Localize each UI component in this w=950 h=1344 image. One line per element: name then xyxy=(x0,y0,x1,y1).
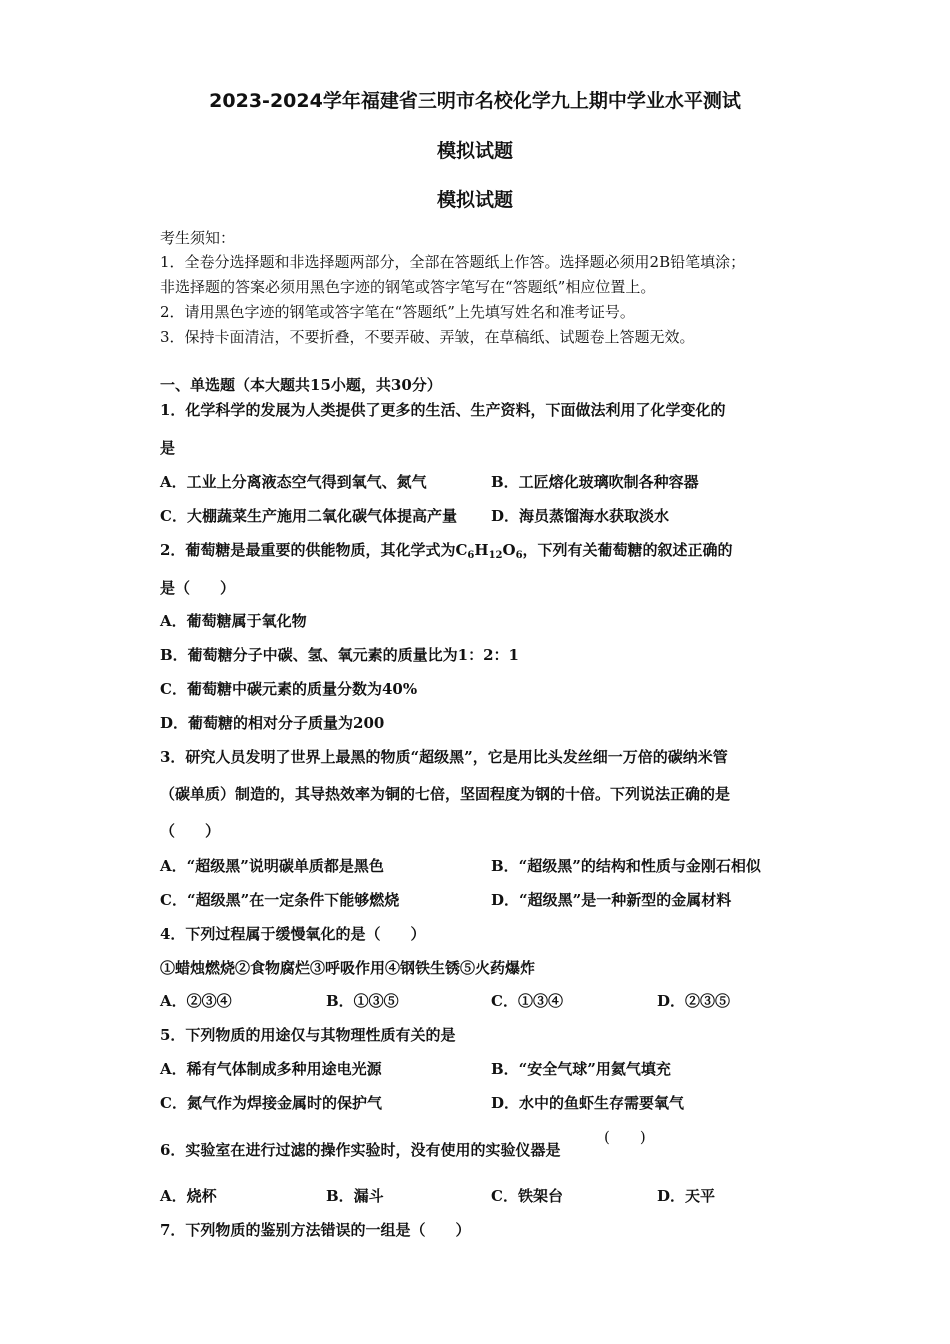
q3-option-a: A．“超级黑”说明碳单质都是黑色 xyxy=(160,857,384,875)
q6-paren: ( ) xyxy=(604,1128,646,1146)
q3-option-c: C．“超级黑”在一定条件下能够燃烧 xyxy=(160,891,400,909)
q2-option-a: A．葡萄糖属于氧化物 xyxy=(160,612,307,630)
q6-stem: 6．实验室在进行过滤的操作实验时，没有使用的实验仪器是 xyxy=(160,1141,561,1159)
q4-items: ①蜡烛燃烧②食物腐烂③呼吸作用④钢铁生锈⑤火药爆炸 xyxy=(160,959,536,977)
notice-item: 2．请用黑色字迹的钢笔或答字笔在“答题纸”上先填写姓名和准考证号。 xyxy=(160,303,635,321)
q2-formula: $C_6H_{12}O_6$ xyxy=(455,541,523,561)
q1-option-b: B．工匠熔化玻璃吹制各种容器 xyxy=(491,473,699,491)
q5-option-b: B．“安全气球”用氦气填充 xyxy=(491,1060,671,1078)
notice-item: 3．保持卡面清洁，不要折叠，不要弄破、弄皱，在草稿纸、试题卷上答题无效。 xyxy=(160,328,695,346)
q5-stem: 5．下列物质的用途仅与其物理性质有关的是 xyxy=(160,1026,456,1044)
q4-option-c: C．①③④ xyxy=(491,992,563,1010)
q3-stem-paren: （ ） xyxy=(160,822,221,840)
q6-option-d: D．天平 xyxy=(657,1187,716,1205)
q1-option-d: D．海员蒸馏海水获取淡水 xyxy=(491,507,670,525)
notice-heading: 考生须知： xyxy=(160,229,236,247)
q4-stem: 4．下列过程属于缓慢氧化的是（ ） xyxy=(160,925,426,943)
q2-stem-text-end: ，下列有关葡萄糖的叙述正确的 xyxy=(522,541,733,559)
q4-option-a: A．②③④ xyxy=(160,992,232,1010)
q4-option-d: D．②③⑤ xyxy=(657,992,731,1010)
q1-option-a: A．工业上分离液态空气得到氧气、氮气 xyxy=(160,473,427,491)
q1-stem: 1．化学科学的发展为人类提供了更多的生活、生产资料，下面做法利用了化学变化的 xyxy=(160,401,726,419)
doc-title-line1: 2023-2024学年福建省三明市名校化学九上期中学业水平测试 xyxy=(209,90,741,112)
doc-title-line3: 模拟试题 xyxy=(436,189,513,211)
q6-option-a: A．烧杯 xyxy=(160,1187,217,1205)
q5-option-a: A．稀有气体制成多种用途电光源 xyxy=(160,1060,382,1078)
q3-stem: 3．研究人员发明了世界上最黑的物质“超级黑”，它是用比头发丝细一万倍的碳纳米管 xyxy=(160,748,728,766)
q3-option-b: B．“超级黑”的结构和性质与金刚石相似 xyxy=(491,857,761,875)
q2-stem-cont: 是（ ） xyxy=(160,579,236,597)
q6-option-b: B．漏斗 xyxy=(326,1187,384,1205)
q3-option-d: D．“超级黑”是一种新型的金属材料 xyxy=(491,891,732,909)
q5-option-c: C．氮气作为焊接金属时的保护气 xyxy=(160,1094,382,1112)
q1-stem-cont: 是 xyxy=(160,439,176,457)
q2-stem-text: 2．葡萄糖是最重要的供能物质，其化学式为 xyxy=(160,541,456,559)
notice-item: 非选择题的答案必须用黑色字迹的钢笔或答字笔写在“答题纸”相应位置上。 xyxy=(160,278,656,296)
q2-option-c: C．葡萄糖中碳元素的质量分数为40% xyxy=(160,680,418,698)
q6-option-c: C．铁架台 xyxy=(491,1187,563,1205)
q5-option-d: D．水中的鱼虾生存需要氧气 xyxy=(491,1094,685,1112)
q3-stem-cont: （碳单质）制造的，其导热效率为铜的七倍，坚固程度为钢的十倍。下列说法正确的是 xyxy=(160,785,731,803)
q4-option-b: B．①③⑤ xyxy=(326,992,399,1010)
section-heading: 一、单选题（本大题共15小题，共30分） xyxy=(160,376,442,394)
q7-stem: 7．下列物质的鉴别方法错误的一组是（ ） xyxy=(160,1221,471,1239)
doc-title-line2: 模拟试题 xyxy=(436,140,513,162)
q2-stem xyxy=(160,540,733,560)
q2-option-d: D．葡萄糖的相对分子质量为200 xyxy=(160,714,385,732)
notice-item: 1．全卷分选择题和非选择题两部分，全部在答题纸上作答。选择题必须用2B铅笔填涂； xyxy=(160,253,746,271)
q2-option-b: B．葡萄糖分子中碳、氢、氧元素的质量比为1：2：1 xyxy=(160,646,519,664)
q1-option-c: C．大棚蔬菜生产施用二氧化碳气体提高产量 xyxy=(160,507,457,525)
